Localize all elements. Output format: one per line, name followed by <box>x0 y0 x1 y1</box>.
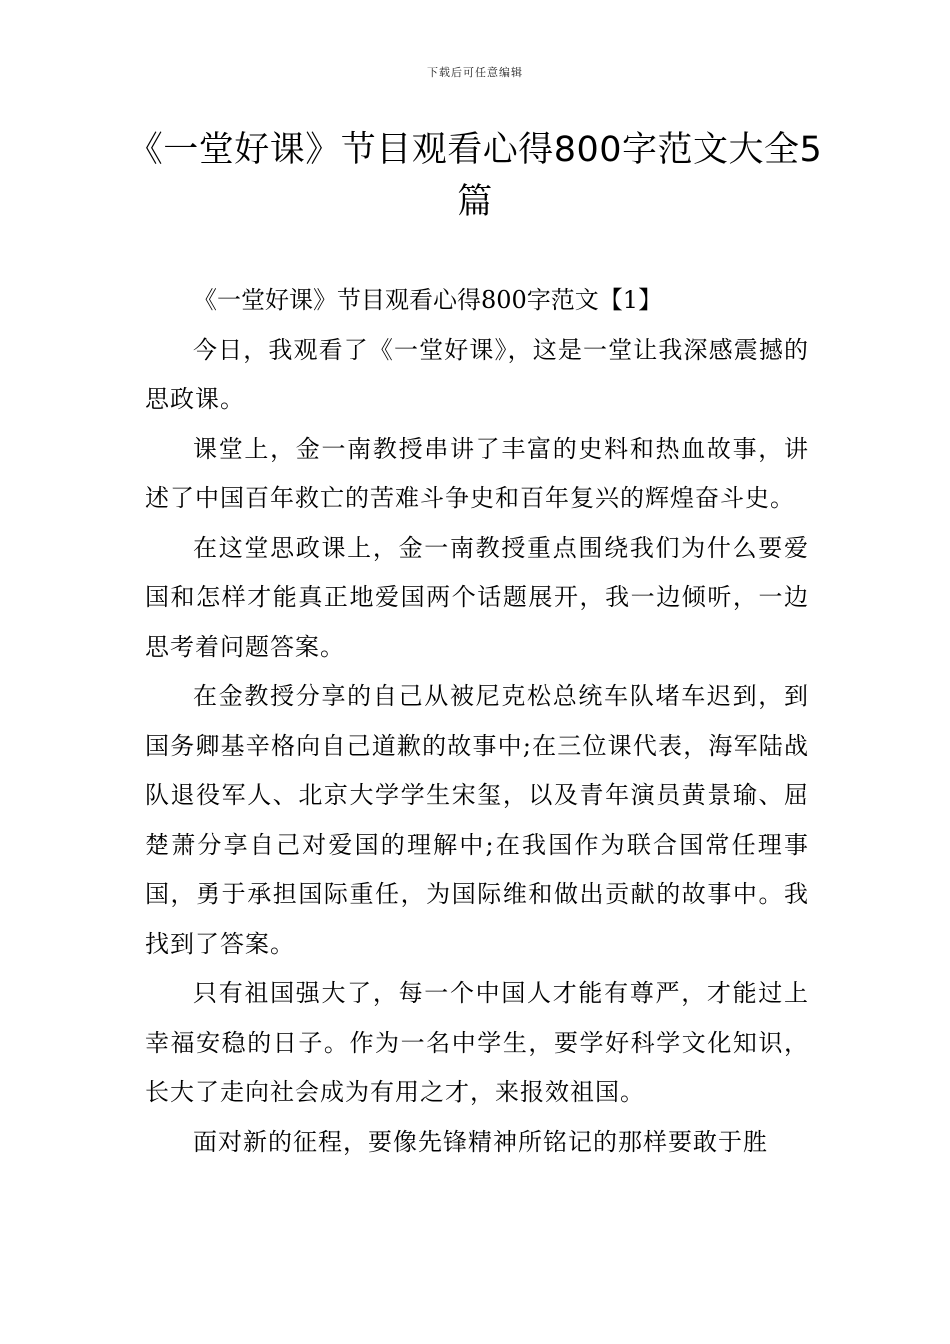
paragraph: 在这堂思政课上，金一南教授重点围绕我们为什么要爱国和怎样才能真正地爱国两个话题展开，我一边倾听，一边思考着问题答案。 <box>145 533 809 661</box>
paragraph: 面对新的征程，要像先锋精神所铭记的那样要敢于胜 <box>193 1127 768 1156</box>
paragraph: 课堂上，金一南教授串讲了丰富的史料和热血故事，讲述了中国百年救亡的苦难斗争史和百年复兴的辉煌奋斗史。 <box>145 434 809 512</box>
header-note: 下载后可任意编辑 <box>427 66 523 79</box>
paragraph: 今日，我观看了《一堂好课》，这是一堂让我深感震撼的思政课。 <box>145 335 809 413</box>
section-heading: 《一堂好课》节目观看心得800字范文【1】 <box>193 286 663 314</box>
document-body <box>145 276 809 1167</box>
document-title: 《一堂好课》节目观看心得800字范文大全5篇 <box>127 130 823 222</box>
paragraph: 在金教授分享的自己从被尼克松总统车队堵车迟到，到国务卿基辛格向自己道歉的故事中;在三位课代表，海军陆战队退役军人、北京大学学生宋玺，以及青年演员黄景瑜、屈楚萧分享自己对爱国的理解中;在我国作为联合国常任理事国，勇于承担国际重任，为国际维和做出贡献的故事中。我找到了答案。 <box>145 682 809 958</box>
paragraph: 只有祖国强大了，每一个中国人才能有尊严，才能过上幸福安稳的日子。作为一名中学生，要学好科学文化知识，长大了走向社会成为有用之才，来报效祖国。 <box>145 979 809 1106</box>
